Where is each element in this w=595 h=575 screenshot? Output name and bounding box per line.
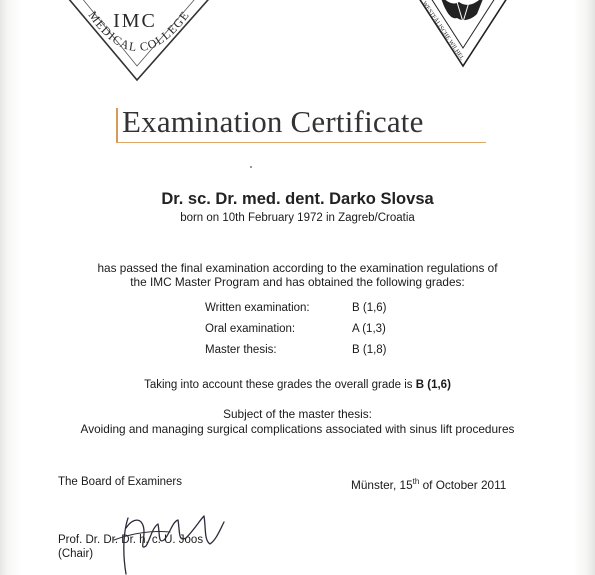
passed-statement-line-2: the IMC Master Program and has obtained the following grades: [130, 275, 465, 289]
imc-college-logo [55, 0, 225, 84]
decorative-dot [250, 166, 252, 168]
place-date-ordinal: th [412, 477, 420, 486]
passed-statement [0, 261, 595, 289]
place-date-prefix: Münster, 15 [351, 478, 413, 492]
certificate-title: Examination Certificate [122, 104, 424, 139]
place-and-date [351, 477, 506, 492]
grade-label: Oral examination: [205, 323, 296, 335]
grade-label: Master thesis: [205, 344, 277, 356]
seal-university-text: WESTFÄLISCHE WILHEL [420, 0, 465, 62]
overall-grade-statement [0, 379, 595, 391]
title-block [116, 106, 486, 144]
logo-medical-college-text: MEDICAL COLLEGE [85, 7, 193, 55]
university-seal-logo [415, 0, 515, 72]
thesis-title: Avoiding and managing surgical complications associated with sinus lift procedures [80, 422, 515, 436]
logo-imc-text: IMC [113, 10, 157, 32]
thesis-heading: Subject of the master thesis: [223, 407, 372, 421]
overall-grade-prefix: Taking into account these grades the overall grade is [144, 379, 413, 391]
handwritten-signature [100, 510, 240, 575]
passed-statement-line-1: has passed the final examination according to the examination regulations of [97, 261, 498, 275]
signatory-name: Prof. Dr. Dr. Dr. h. c. U. Joos [58, 534, 204, 546]
recipient-name: Dr. sc. Dr. med. dent. Darko Slovsa [161, 190, 434, 208]
grade-value: B (1,8) [352, 344, 387, 356]
overall-grade-value: B (1,6) [415, 379, 451, 391]
recipient-birth-info: born on 10th February 1972 in Zagreb/Croatia [180, 212, 415, 224]
logo-international-text [73, 0, 212, 1]
title-underline [116, 142, 486, 143]
board-of-examiners: The Board of Examiners [58, 476, 183, 488]
grade-label: Written examination: [205, 302, 310, 314]
place-date-suffix: of October 2011 [419, 478, 507, 492]
title-accent-bar [116, 108, 118, 142]
grade-value: A (1,3) [352, 323, 386, 335]
grade-value: B (1,6) [352, 302, 387, 314]
thesis-subject [0, 407, 595, 437]
signatory-role: (Chair) [58, 548, 94, 560]
